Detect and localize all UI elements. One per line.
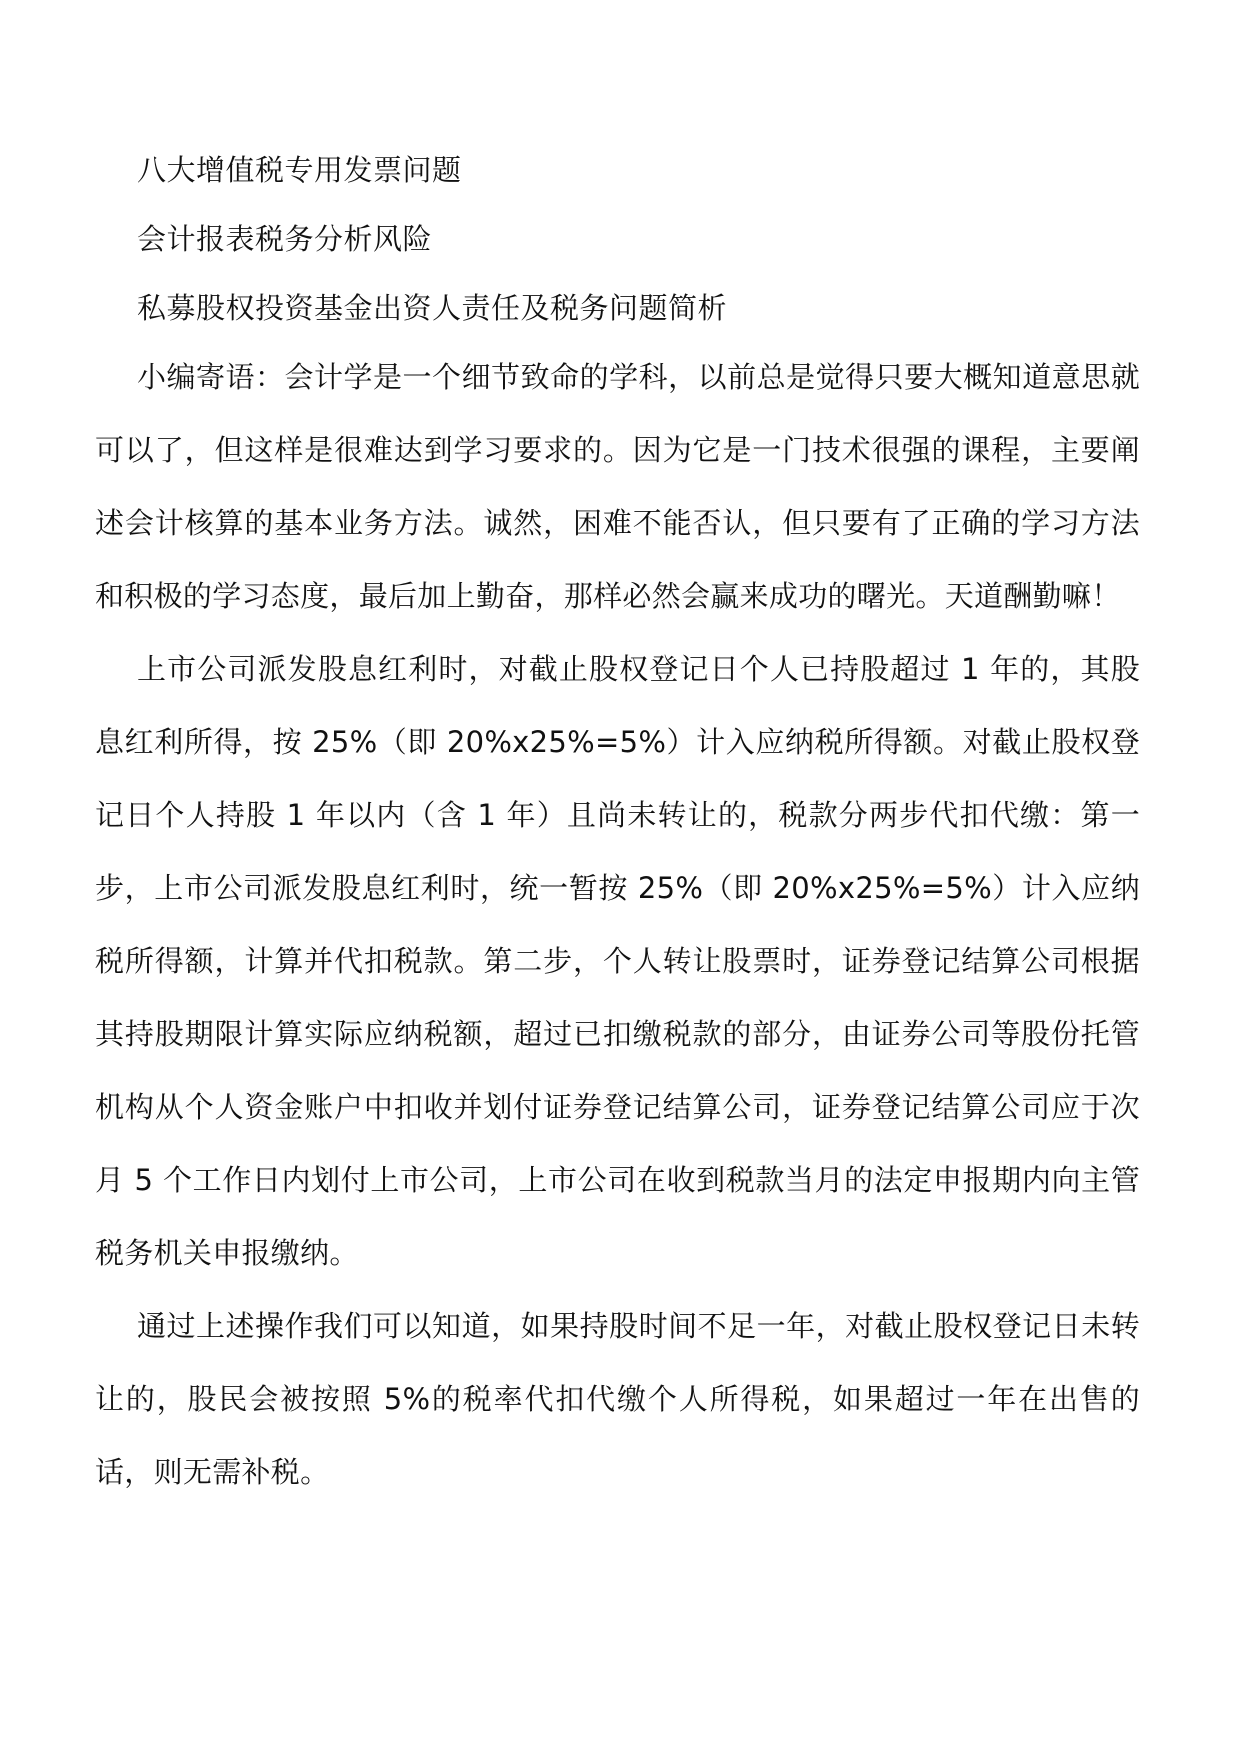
related-title-1: 八大增值税专用发票问题 — [137, 153, 462, 187]
related-title-2: 会计报表税务分析风险 — [137, 222, 433, 256]
document-body — [95, 150, 1140, 1509]
conclusion-paragraph: 通过上述操作我们可以知道，如果持股时间不足一年，对截止股权登记日未转让的，股民会被按照 5%的税率代扣代缴个人所得税，如果超过一年在出售的话，则无需补税。 — [95, 1309, 1140, 1489]
related-title-3: 私募股权投资基金出资人责任及税务问题简析 — [137, 291, 728, 325]
dividend-tax-paragraph: 上市公司派发股息红利时，对截止股权登记日个人已持股超过 1 年的，其股息红利所得，按 25%（即 20%x25%=5%）计入应纳税所得额。对截止股权登记日个人持股 1 年以内（含 1 年）且尚未转让的，税款分两步代扣代缴：第一步，上市公司派发股息红利时，统一暂按 25%（即 20%x25%=5%）计入应纳税所得额，计算并代扣税款。第二步，个人转让股票时，证券登记结算公司根据其持股期限计算实际应纳税额，超过已扣缴税款的部分，由证券公司等股份托管机构从个人资金账户中扣收并划付证券登记结算公司，证券登记结算公司应于次月 5 个工作日内划付上市公司，上市公司在收到税款当月的法定申报期内向主管税务机关申报缴纳。 — [95, 652, 1140, 1270]
editor-note-paragraph: 小编寄语：会计学是一个细节致命的学科，以前总是觉得只要大概知道意思就可以了，但这样是很难达到学习要求的。因为它是一门技术很强的课程，主要阐述会计核算的基本业务方法。诚然，困难不能否认，但只要有了正确的学习方法和积极的学习态度，最后加上勤奋，那样必然会赢来成功的曙光。天道酬勤嘛！ — [95, 360, 1140, 613]
